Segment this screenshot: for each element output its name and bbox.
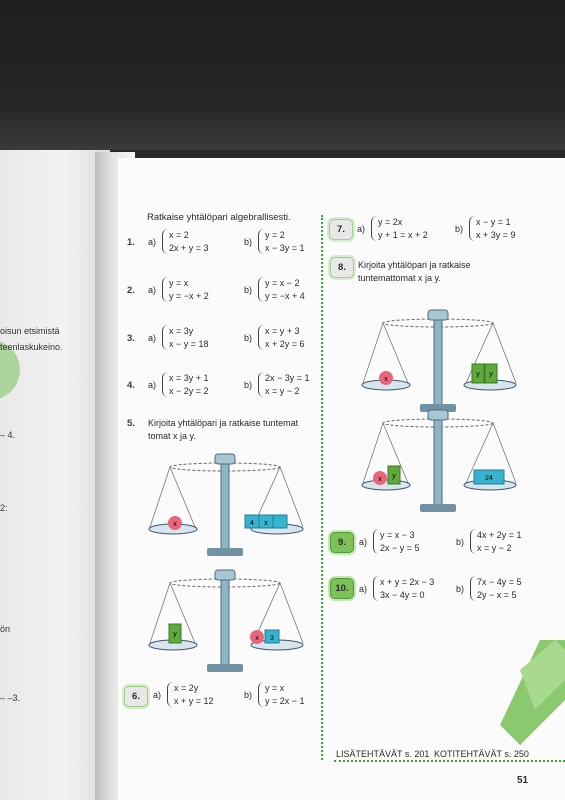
- page-number: 51: [517, 775, 529, 786]
- footer-divider: [334, 760, 565, 762]
- part-b-label: b): [244, 237, 253, 247]
- exercise-number: 3.: [127, 333, 135, 344]
- dark-background: [0, 0, 565, 150]
- weight-label: x: [378, 476, 382, 483]
- part-a-label: a): [148, 380, 157, 390]
- equation: x = y − 2: [265, 385, 300, 396]
- equation-system: [469, 216, 516, 241]
- equation: x + 2y = 6: [265, 338, 305, 349]
- part-b-label: b): [244, 380, 253, 390]
- equation: 7x − 4y = 5: [477, 577, 522, 587]
- equation: x = 3y + 1: [169, 373, 209, 383]
- equation: x − y = 1: [476, 217, 511, 227]
- equation-system: [162, 325, 209, 350]
- equation: x − 3y = 1: [265, 242, 305, 253]
- equation-system: [258, 682, 305, 707]
- balance-scale: [358, 408, 518, 518]
- equation: y = −x + 2: [169, 290, 209, 301]
- equation: y = −x + 4: [265, 290, 305, 301]
- part-b-label: b): [456, 584, 465, 594]
- weight-label: 4: [250, 520, 254, 527]
- exercise-number: 5.: [127, 418, 135, 429]
- equation-system: [162, 372, 209, 397]
- column-divider: [321, 215, 323, 760]
- exercise-number: 4.: [127, 380, 135, 391]
- equation: y = 2x: [378, 217, 403, 227]
- weight-label: y: [476, 371, 480, 378]
- left-page-text: teenlaskukeino.: [0, 342, 63, 352]
- part-a-label: a): [148, 333, 157, 343]
- exercise-number: 1.: [127, 237, 135, 248]
- equation: x + 3y = 9: [476, 229, 516, 240]
- green-decoration: [480, 640, 565, 760]
- part-a-label: a): [359, 537, 368, 547]
- equation: x = y − 2: [477, 542, 512, 553]
- equation: y = 2: [265, 230, 285, 240]
- part-b-label: b): [244, 285, 253, 295]
- equation-system: [167, 682, 214, 707]
- exercise-badge: 7.: [329, 219, 353, 240]
- equation-system: [258, 325, 305, 350]
- equation-system: [162, 277, 209, 302]
- part-a-label: a): [148, 237, 157, 247]
- equation-system: [373, 576, 434, 601]
- equation: 2x − y = 5: [380, 542, 420, 553]
- exercise-text: Kirjoita yhtälöpari ja ratkaise tuntemattomat x ja y.: [358, 260, 471, 283]
- part-a-label: a): [153, 690, 162, 700]
- weight-label: x: [264, 520, 268, 527]
- balance-scale: [358, 308, 518, 418]
- equation: x = 2: [169, 230, 189, 240]
- weight-label: 24: [485, 475, 493, 482]
- part-b-label: b): [244, 333, 253, 343]
- left-page-text: oisun etsimistä: [0, 326, 60, 336]
- equation-system: [258, 277, 305, 302]
- equation: 2x + y = 3: [169, 242, 209, 253]
- left-page-text: 2:: [0, 503, 8, 513]
- part-b-label: b): [244, 690, 253, 700]
- equation: x = 3y: [169, 326, 194, 336]
- balance-scale: [145, 568, 305, 678]
- balance-scale: [145, 452, 305, 562]
- part-b-label: b): [456, 537, 465, 547]
- equation: y = x: [265, 683, 285, 693]
- equation: y = x: [169, 278, 189, 288]
- equation: 4x + 2y = 1: [477, 530, 522, 540]
- part-a-label: a): [357, 224, 366, 234]
- exercise-badge: 8.: [330, 257, 354, 278]
- equation: x + y = 12: [174, 695, 214, 706]
- equation-system: [162, 229, 209, 254]
- exercise-text: Kirjoita yhtälöpari ja ratkaise tuntemat tomat x ja y.: [148, 418, 299, 441]
- weight-label: 3: [270, 635, 274, 642]
- weight-label: y: [489, 371, 493, 378]
- equation: x − y = 18: [169, 338, 209, 349]
- left-page-text: – 4.: [0, 430, 16, 440]
- part-b-label: b): [455, 224, 464, 234]
- exercise-badge: 10.: [330, 578, 354, 599]
- part-a-label: a): [148, 285, 157, 295]
- part-a-label: a): [359, 584, 368, 594]
- homework-link: KOTITEHTÄVÄT s. 250: [434, 749, 529, 759]
- weight-label: x: [255, 635, 259, 642]
- equation: y = x − 2: [265, 278, 300, 288]
- equation: x = y + 3: [265, 326, 300, 336]
- equation-system: [371, 216, 428, 241]
- equation: x + y = 2x − 3: [380, 577, 435, 587]
- equation: 2x − 3y = 1: [265, 373, 310, 383]
- exercise-badge: 6.: [124, 686, 148, 707]
- equation: y = 2x − 1: [265, 695, 305, 706]
- equation-system: [373, 529, 420, 554]
- weight-label: x: [173, 521, 177, 528]
- equation: 3x − 4y = 0: [380, 589, 425, 600]
- extra-exercises-link: LISÄTEHTÄVÄT s. 201: [336, 749, 430, 759]
- equation: 2y − x = 5: [477, 589, 517, 600]
- equation: y = x − 3: [380, 530, 415, 540]
- equation: x − 2y = 2: [169, 385, 209, 396]
- equation-system: [258, 372, 310, 397]
- exercise-number: 2.: [127, 285, 135, 296]
- left-page-text: – –3.: [0, 693, 21, 703]
- equation-system: [470, 529, 522, 554]
- equation: x = 2y: [174, 683, 199, 693]
- equation: y + 1 = x + 2: [378, 229, 428, 240]
- weight-label: y: [173, 631, 177, 638]
- weight-label: y: [392, 473, 396, 480]
- weight-label: x: [384, 376, 388, 383]
- instruction-title: Ratkaise yhtälöpari algebrallisesti.: [147, 212, 291, 223]
- exercise-badge: 9.: [330, 532, 354, 553]
- left-page-text: ön: [0, 624, 11, 634]
- equation-system: [470, 576, 522, 601]
- equation-system: [258, 229, 305, 254]
